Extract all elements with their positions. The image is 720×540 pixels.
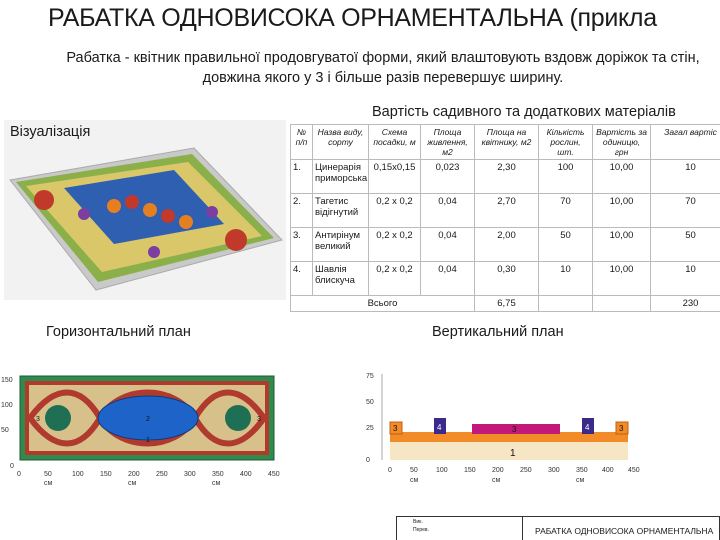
v-x-tick: 300 bbox=[548, 467, 560, 474]
cell: 0,04 bbox=[421, 194, 475, 228]
v-y-axis bbox=[366, 373, 374, 464]
v-x-unit: см bbox=[410, 477, 419, 484]
h-x-unit: см bbox=[212, 480, 221, 487]
h-zone-label: 3 bbox=[257, 416, 261, 423]
cell: 10 bbox=[651, 160, 720, 194]
horizontal-plan bbox=[0, 362, 300, 492]
h-zone-label: 3 bbox=[36, 416, 40, 423]
table-row bbox=[291, 262, 720, 296]
h-x-tick: 200 bbox=[128, 471, 140, 478]
cell bbox=[539, 296, 593, 312]
cell: Цинерарія приморська bbox=[313, 160, 369, 194]
cell: 10,00 bbox=[593, 194, 651, 228]
table-row bbox=[291, 228, 720, 262]
h-x-tick: 450 bbox=[268, 471, 280, 478]
page-title: РАБАТКА ОДНОВИСОКА ОРНАМЕНТАЛЬНА (прикла bbox=[48, 4, 657, 32]
cell: 50 bbox=[539, 228, 593, 262]
h-x-unit: см bbox=[128, 480, 137, 487]
cell: 0,023 bbox=[421, 160, 475, 194]
v-y-tick: 25 bbox=[366, 425, 374, 432]
v-zone-label: 4 bbox=[585, 423, 590, 432]
cell: 0,2 х 0,2 bbox=[369, 262, 421, 296]
cell: 70 bbox=[539, 194, 593, 228]
cell: 0,2 х 0,2 bbox=[369, 194, 421, 228]
total-label: Всього bbox=[291, 296, 475, 312]
h-right-circle bbox=[225, 405, 251, 431]
stamp-small-label: Перев. bbox=[413, 527, 429, 533]
cell: 50 bbox=[651, 228, 720, 262]
horizontal-plan-label: Горизонтальний план bbox=[46, 324, 191, 340]
col-header: Назва виду, сорту bbox=[313, 125, 369, 160]
cell: 10,00 bbox=[593, 262, 651, 296]
cell: 10 bbox=[651, 262, 720, 296]
h-y-tick: 100 bbox=[1, 402, 13, 409]
v-x-tick: 350 bbox=[576, 467, 588, 474]
v-x-tick: 0 bbox=[388, 467, 392, 474]
v-x-tick: 200 bbox=[492, 467, 504, 474]
v-y-tick: 75 bbox=[366, 373, 374, 380]
h-y-axis bbox=[1, 377, 14, 470]
cell: 2. bbox=[291, 194, 313, 228]
cell: 10,00 bbox=[593, 160, 651, 194]
h-x-tick: 50 bbox=[44, 471, 52, 478]
total-area: 6,75 bbox=[475, 296, 539, 312]
visualization-label: Візуалізація bbox=[10, 124, 91, 140]
h-x-axis bbox=[17, 471, 280, 487]
v-y-tick: 50 bbox=[366, 399, 374, 406]
h-left-circle bbox=[45, 405, 71, 431]
h-x-tick: 300 bbox=[184, 471, 196, 478]
table-row bbox=[291, 194, 720, 228]
v-zone-label: 4 bbox=[437, 423, 442, 432]
h-y-tick: 50 bbox=[1, 427, 9, 434]
materials-table bbox=[290, 124, 720, 312]
h-x-tick: 100 bbox=[72, 471, 84, 478]
col-header: Кількість рослин, шт. bbox=[539, 125, 593, 160]
cell: 0,30 bbox=[475, 262, 539, 296]
cell: 3. bbox=[291, 228, 313, 262]
cell: Антирінум великий bbox=[313, 228, 369, 262]
cell: 2,70 bbox=[475, 194, 539, 228]
cell bbox=[593, 296, 651, 312]
col-header: Площа на квітнику, м2 bbox=[475, 125, 539, 160]
h-y-tick: 150 bbox=[1, 377, 13, 384]
v-y-tick: 0 bbox=[366, 457, 370, 464]
cell: Шавлія блискуча bbox=[313, 262, 369, 296]
cell: 70 bbox=[651, 194, 720, 228]
vertical-plan bbox=[360, 368, 660, 492]
v-x-tick: 150 bbox=[464, 467, 476, 474]
v-x-tick: 450 bbox=[628, 467, 640, 474]
h-x-tick: 250 bbox=[156, 471, 168, 478]
v-x-tick: 400 bbox=[602, 467, 614, 474]
cell: 1. bbox=[291, 160, 313, 194]
h-zone-label: 2 bbox=[146, 416, 150, 423]
vertical-plan-label: Вертикальний план bbox=[432, 324, 564, 340]
stamp-small-label: Вик. bbox=[413, 519, 423, 525]
cell: 0,2 х 0,2 bbox=[369, 228, 421, 262]
v-x-tick: 100 bbox=[436, 467, 448, 474]
cell: 10,00 bbox=[593, 228, 651, 262]
table-row bbox=[291, 160, 720, 194]
v-soil bbox=[390, 442, 628, 460]
col-header: Площа живлення, м2 bbox=[421, 125, 475, 160]
cell: 10 bbox=[539, 262, 593, 296]
v-x-axis bbox=[388, 467, 640, 484]
stamp-title: РАБАТКА ОДНОВИСОКА ОРНАМЕНТАЛЬНА bbox=[535, 526, 714, 536]
total-cost: 230 bbox=[651, 296, 720, 312]
h-x-tick: 0 bbox=[17, 471, 21, 478]
col-header: № п/п bbox=[291, 125, 313, 160]
description: Рабатка - квітник правильної продовгуватої форми, який влаштовують вздовж доріжок та стін, довжина якого у 3 і більше разів перевершує ширину. bbox=[66, 50, 700, 86]
v-zone-label: 3 bbox=[393, 424, 398, 433]
h-x-tick: 400 bbox=[240, 471, 252, 478]
h-y-tick: 0 bbox=[10, 463, 14, 470]
h-zone-label: 1 bbox=[146, 437, 150, 444]
materials-title: Вартість садивного та додаткових матеріалів bbox=[372, 104, 676, 120]
h-x-tick: 150 bbox=[100, 471, 112, 478]
cell: Тагетис відігнутий bbox=[313, 194, 369, 228]
col-header: Вартість за одиницю, грн bbox=[593, 125, 651, 160]
v-x-unit: см bbox=[576, 477, 585, 484]
v-zone-label: 3 bbox=[619, 424, 624, 433]
visualization-render bbox=[4, 140, 286, 300]
cell: 2,00 bbox=[475, 228, 539, 262]
v-zone-label: 3 bbox=[512, 425, 517, 434]
v-x-tick: 250 bbox=[520, 467, 532, 474]
h-x-tick: 350 bbox=[212, 471, 224, 478]
cell: 0,04 bbox=[421, 262, 475, 296]
title-block-stamp bbox=[396, 516, 720, 540]
v-zone-label: 1 bbox=[510, 448, 516, 459]
cell: 0,04 bbox=[421, 228, 475, 262]
v-x-tick: 50 bbox=[410, 467, 418, 474]
col-header: Загал вартіс bbox=[651, 125, 720, 160]
stamp-grid bbox=[397, 517, 523, 540]
table-total-row bbox=[291, 296, 720, 312]
cell: 0,15х0,15 bbox=[369, 160, 421, 194]
cell: 2,30 bbox=[475, 160, 539, 194]
v-x-unit: см bbox=[492, 477, 501, 484]
table-header-row bbox=[291, 125, 720, 160]
cell: 100 bbox=[539, 160, 593, 194]
col-header: Схема посадки, м bbox=[369, 125, 421, 160]
h-x-unit: см bbox=[44, 480, 53, 487]
cell: 4. bbox=[291, 262, 313, 296]
